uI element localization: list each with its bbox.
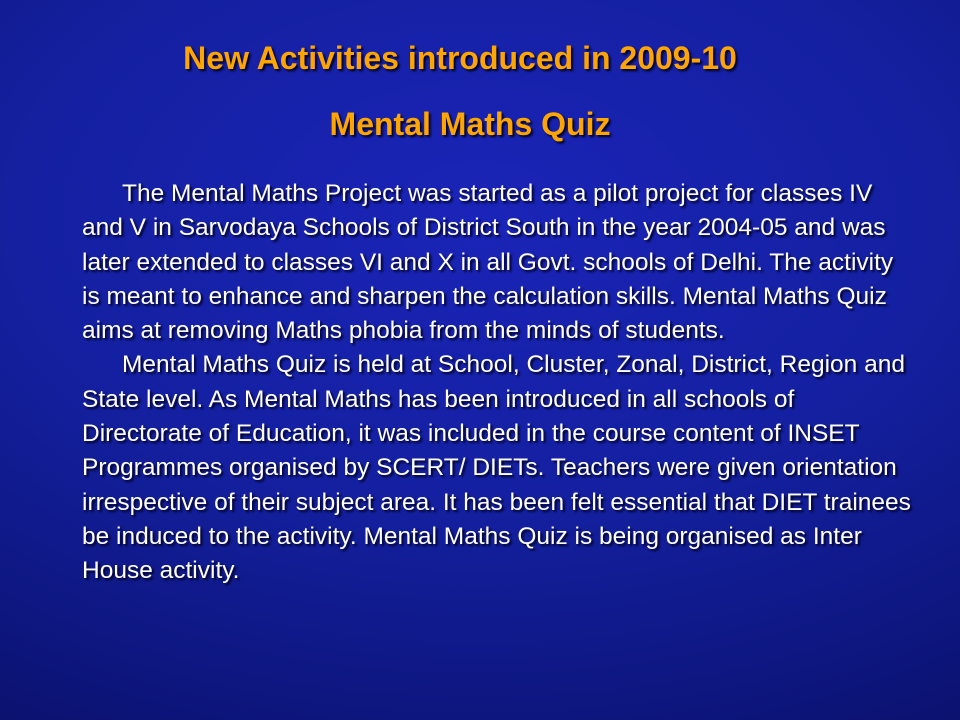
body-paragraph-2: Mental Maths Quiz is held at School, Cluster, Zonal, District, Region and State level. As Mental Maths has been introduced in all schools of Directorate of Education, it was included in the course content of INSET Programmes organised by SCERT/ DIETs. Teachers were given orientation irrespective of their subject area. It has been felt essential that DIET trainees be induced to the activity. Mental Maths Quiz is being organised as Inter House activity. [82,351,911,585]
slide-body [82,177,912,589]
slide-title: New Activities introduced in 2009-10 [183,40,737,76]
body-paragraph-1: The Mental Maths Project was started as a pilot project for classes IV and V in Sarvodaya Schools of District South in the year 2004-05 and was later extended to classes VI and X in all Govt. schools of Delhi. The activity is meant to enhance and sharpen the calculation skills. Mental Maths Quiz aims at removing Maths phobia from the minds of students. [82,180,894,345]
slide-subtitle: Mental Maths Quiz [329,106,611,142]
